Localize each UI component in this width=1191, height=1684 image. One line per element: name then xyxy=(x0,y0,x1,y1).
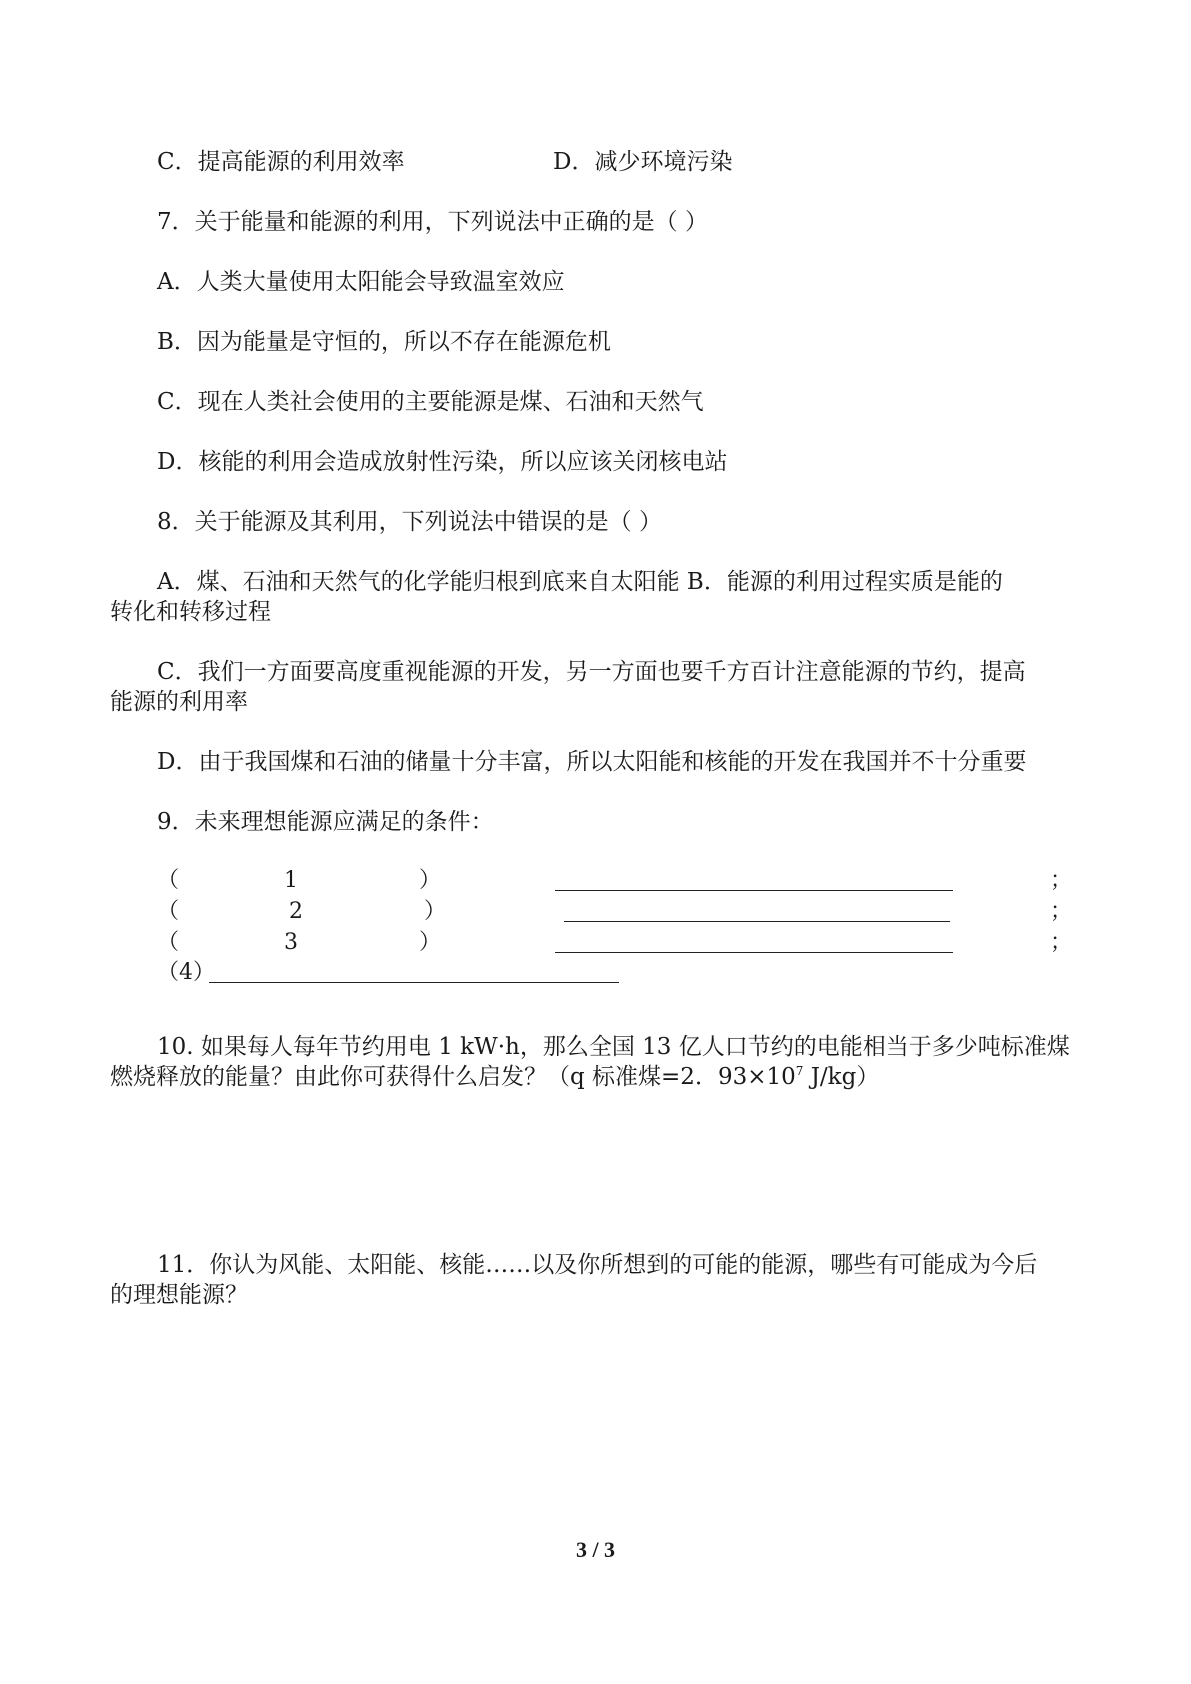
q9-blank-row-4 xyxy=(157,958,1072,988)
q10-line2-text: 燃烧释放的能量？由此你可获得什么启发？（q 标准煤=2．93×10 xyxy=(110,1064,796,1090)
paren-open: （ xyxy=(157,899,180,924)
semicolon: ； xyxy=(1049,868,1072,893)
semicolon: ； xyxy=(1049,899,1072,924)
paren-close: ） xyxy=(424,899,447,924)
semicolon: ； xyxy=(1049,930,1072,955)
q8-option-ab-line2: 转化和转移过程 xyxy=(110,599,271,625)
item4-label: （4） xyxy=(157,960,215,985)
blank-number: 1 xyxy=(284,868,298,893)
q11-line1: 11．你认为风能、太阳能、核能……以及你所想到的可能的能源，哪些有可能成为今后 xyxy=(157,1252,1038,1278)
q8-option-d: D．由于我国煤和石油的储量十分丰富，所以太阳能和核能的开发在我国并不十分重要 xyxy=(157,749,1027,775)
exponent: 7 xyxy=(795,1064,804,1078)
q9-blank-row-3 xyxy=(157,928,1072,958)
q10-line2 xyxy=(110,1062,879,1092)
q10-line2-unit: J/kg） xyxy=(803,1064,880,1090)
q7-option-d: D．核能的利用会造成放射性污染，所以应该关闭核电站 xyxy=(157,449,728,475)
blank-number: 2 xyxy=(289,899,303,924)
q11-line2: 的理想能源？ xyxy=(110,1282,248,1308)
q10-line1: 10. 如果每人每年节约用电 1 kW·h，那么全国 13 亿人口节约的电能相当于多少吨标准煤 xyxy=(157,1034,1070,1060)
q7-option-a: A．人类大量使用太阳能会导致温室效应 xyxy=(157,269,565,295)
paren-close: ） xyxy=(419,868,442,893)
q6-option-d: D．减少环境污染 xyxy=(553,149,733,175)
q8-option-c-line1: C．我们一方面要高度重视能源的开发，另一方面也要千方百计注意能源的节约，提高 xyxy=(157,659,1026,685)
q7-option-b: B．因为能量是守恒的，所以不存在能源危机 xyxy=(157,329,611,355)
q8-stem: 8．关于能源及其利用，下列说法中错误的是（ ） xyxy=(157,509,662,535)
blank-number: 3 xyxy=(284,930,298,955)
paren-open: （ xyxy=(157,930,180,955)
answer-blank-line[interactable] xyxy=(564,921,950,922)
q9-stem: 9．未来理想能源应满足的条件： xyxy=(157,809,494,835)
page-number: 3 / 3 xyxy=(575,1537,616,1562)
q8-option-ab-line1: A．煤、石油和天然气的化学能归根到底来自太阳能 B．能源的利用过程实质是能的 xyxy=(157,569,1003,595)
q6-option-c: C．提高能源的利用效率 xyxy=(157,149,405,175)
q7-option-c: C．现在人类社会使用的主要能源是煤、石油和天然气 xyxy=(157,389,704,415)
q7-stem: 7．关于能量和能源的利用，下列说法中正确的是（ ） xyxy=(157,209,708,235)
answer-blank-line[interactable] xyxy=(209,982,619,983)
answer-blank-line[interactable] xyxy=(555,890,953,891)
answer-blank-line[interactable] xyxy=(555,952,953,953)
q9-blank-row-2 xyxy=(157,897,1072,927)
paren-close: ） xyxy=(419,930,442,955)
q8-option-c-line2: 能源的利用率 xyxy=(110,689,248,715)
paren-open: （ xyxy=(157,868,180,893)
q9-blank-row-1 xyxy=(157,866,1072,896)
